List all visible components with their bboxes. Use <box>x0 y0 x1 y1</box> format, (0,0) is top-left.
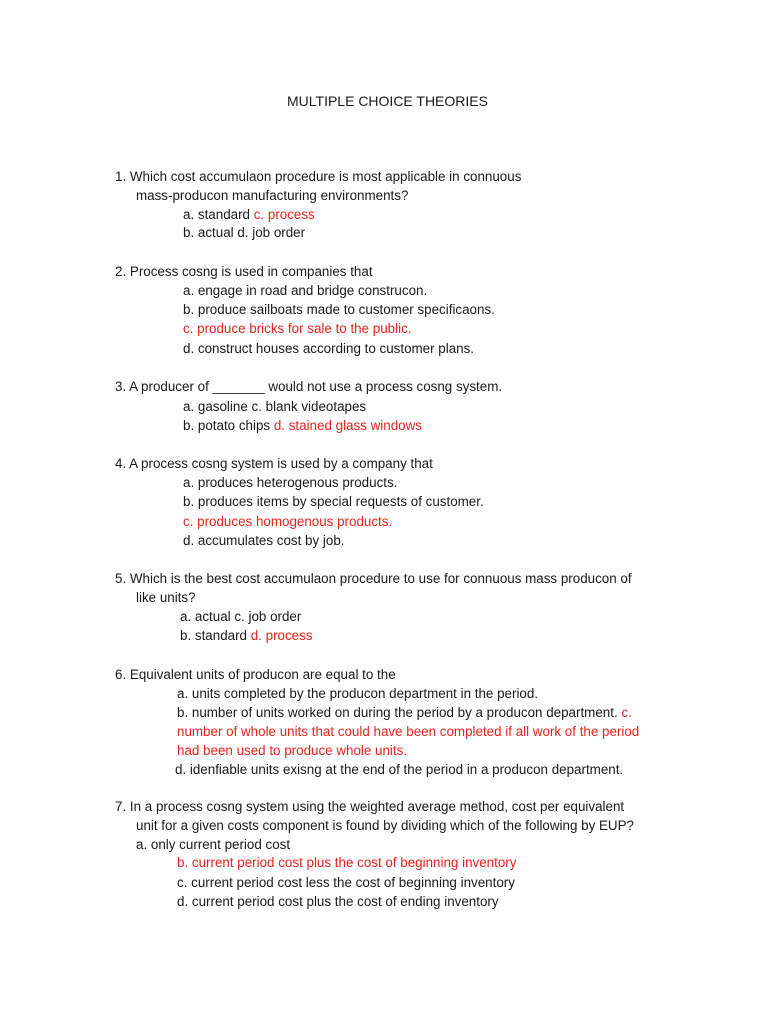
q7-option-a: a. only current period cost <box>136 837 291 852</box>
q6-answer-c-line2: had been used to produce whole units. <box>177 743 408 758</box>
q5-option-row2 <box>180 628 313 644</box>
q4-stem: 4. A process cosng system is used by a company that <box>115 456 433 471</box>
q7-answer-b: b. current period cost plus the cost of beginning inventory <box>177 855 517 870</box>
q3-option-b: b. potato chips <box>183 418 274 433</box>
q2-option-d: d. construct houses according to customer plans. <box>183 341 475 356</box>
q6-option-d: d. idenfiable units exisng at the end of the period in a producon department. <box>175 762 624 777</box>
q2-option-a: a. engage in road and bridge construcon. <box>183 283 428 298</box>
q5-answer-d: d. process <box>250 628 313 643</box>
q3-stem: 3. A producer of _______ would not use a process cosng system. <box>115 379 503 394</box>
q7-option-c: c. current period cost less the cost of beginning inventory <box>177 875 515 890</box>
q6-answer-c-line1: number of whole units that could have been completed if all work of the period <box>177 724 640 739</box>
q1-option-row1 <box>183 207 315 223</box>
q6-option-a: a. units completed by the producon department in the period. <box>177 686 539 701</box>
q5-stem-line1: 5. Which is the best cost accumulaon procedure to use for connuous mass producon of <box>115 571 632 586</box>
q4-answer-c: c. produces homogenous products. <box>183 514 393 529</box>
q1-stem-line2: mass-producon manufacturing environments? <box>136 188 409 203</box>
q1-answer-c: c. process <box>253 207 315 222</box>
q1-option-a: a. standard <box>183 207 254 222</box>
page-title: MULTIPLE CHOICE THEORIES <box>287 93 488 109</box>
q3-answer-d: d. stained glass windows <box>273 418 422 433</box>
q1-option-row2: b. actual d. job order <box>183 225 306 240</box>
q2-stem: 2. Process cosng is used in companies that <box>115 264 373 279</box>
q6-option-b: b. number of units worked on during the period by a producon department. <box>177 705 622 720</box>
q4-option-b: b. produces items by special requests of customer. <box>183 494 484 509</box>
q3-option-row1: a. gasoline c. blank videotapes <box>183 399 367 414</box>
q5-option-row1: a. actual c. job order <box>180 609 302 624</box>
q7-stem-line1: 7. In a process cosng system using the weighted average method, cost per equivalent <box>115 799 625 814</box>
q5-stem-line2: like units? <box>136 590 196 605</box>
q6-stem: 6. Equivalent units of producon are equal to the <box>115 667 396 682</box>
q1-stem-line1: 1. Which cost accumulaon procedure is most applicable in connuous <box>115 169 522 184</box>
q4-option-d: d. accumulates cost by job. <box>183 533 345 548</box>
q7-option-d: d. current period cost plus the cost of ending inventory <box>177 894 499 909</box>
q2-answer-c: c. produce bricks for sale to the public. <box>183 321 412 336</box>
q5-option-b: b. standard <box>180 628 251 643</box>
q2-option-b: b. produce sailboats made to customer specificaons. <box>183 302 495 317</box>
q6-answer-c-marker: c. <box>621 705 632 720</box>
q4-option-a: a. produces heterogenous products. <box>183 475 398 490</box>
q7-stem-line2: unit for a given costs component is found by dividing which of the following by EUP? <box>136 818 634 833</box>
q6-option-b-row <box>177 705 632 721</box>
q3-option-row2 <box>183 418 422 434</box>
